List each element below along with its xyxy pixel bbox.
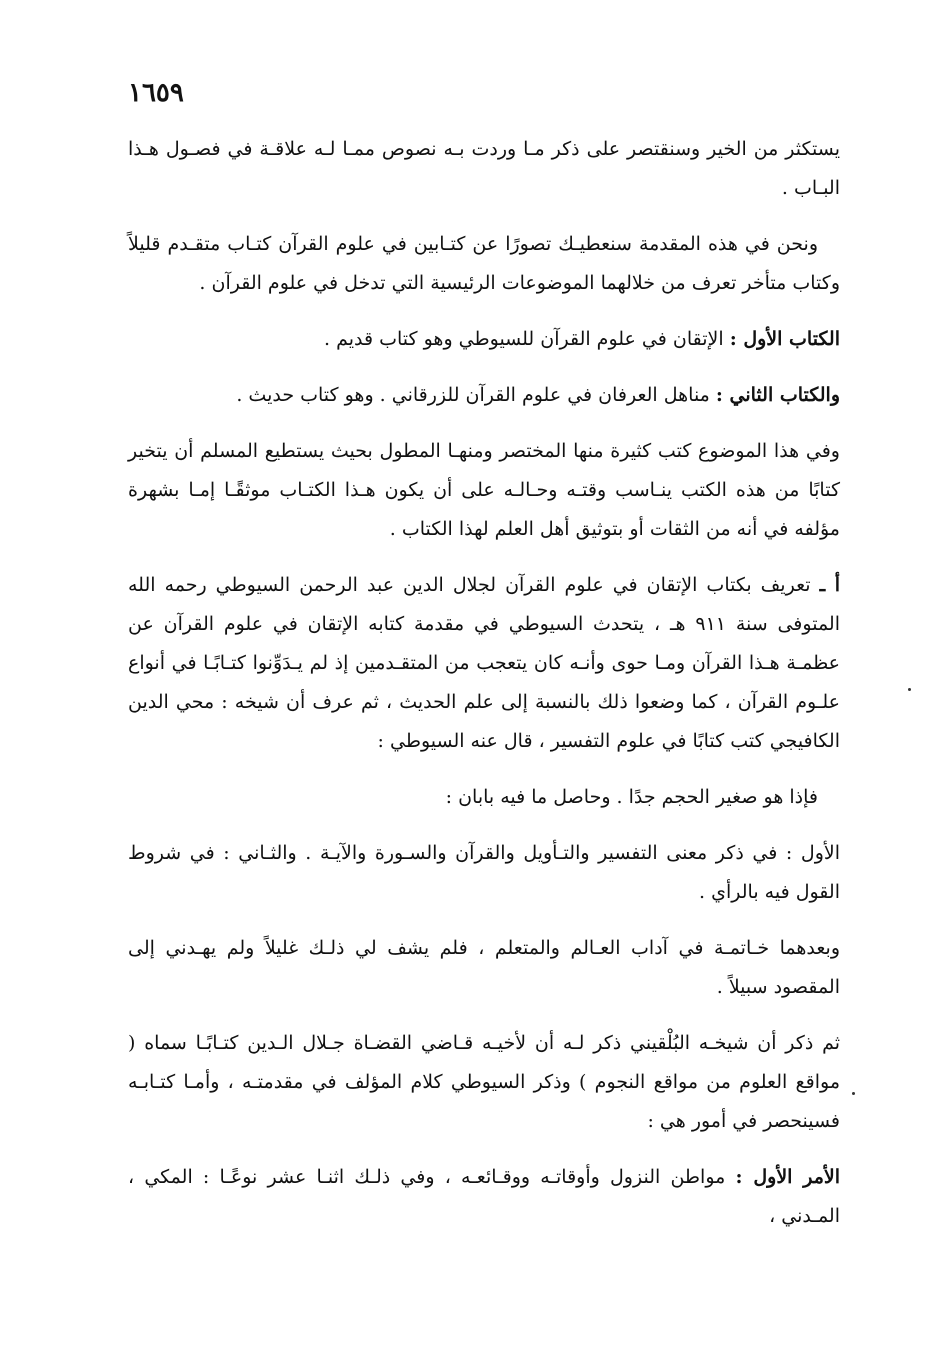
paragraph-many-books: وفي هذا الموضوع كتب كثيرة منها المختصر ومنهـا المطول بحيث يستطيع المسلم أن يتخير كتابًا من هذه الكتب ينـاسب وقتـه وحـالـه على أن يكون هـذا الكتـاب موثقًـا إمـا بشهرة مؤلفه في أنه من الثقات أو بتوثيق أهل العلم لهذا الكتاب .: [128, 440, 840, 540]
first-matter-heading: الأمر الأول :: [735, 1166, 840, 1188]
paragraph-first-chapter: الأول : في ذكر معنى التفسير والتـأويل والقرآن والسـورة والآيـة . والثـاني : في شروط القول فيه بالرأي .: [128, 842, 840, 903]
paragraph-first-book: الكتاب الأول : الإتقان في علوم القرآن للسيوطي وهو كتاب قديم .: [324, 328, 840, 350]
paragraph-small-book: فإذا هو صغير الحجم جدًا . وحاصل ما فيه بابان :: [445, 786, 818, 808]
paragraph-second-book: والكتاب الثاني : مناهل العرفان في علوم القرآن للزرقاني . وهو كتاب حديث .: [236, 384, 840, 406]
paragraph-first-matter: الأمر الأول : مواطن النزول وأوقاتـه ووقـائعـه ، وفي ذلـك اثنـا عشر نوعًـا : المكي ، المـدني ،: [128, 1166, 840, 1227]
page-number: ١٦٥٩: [128, 78, 184, 108]
section-letter-alef: أ ـ: [819, 574, 841, 596]
paragraph-bulqini: ثم ذكر أن شيخـه البُلْقيني ذكر لـه أن لأخيـه قـاضي القضـاة جـلال الـدين كتـابًـا سماه ( مواقع العلوم من مواقع النجوم ) وذكر السيوطي كلام المؤلف في مقدمتـه ، وأمـا كتـابـه فسينحصر في أمور هي :: [128, 1032, 840, 1132]
second-book-heading: والكتاب الثاني :: [715, 384, 840, 406]
first-book-heading: الكتاب الأول :: [729, 328, 840, 350]
body-text: [128, 130, 840, 1253]
scan-speck: [908, 688, 911, 691]
paragraph-two-books: ونحن في هذه المقدمة سنعطيـك تصورًا عن كتـابين في علوم القرآن كتـاب متقـدم قليلاً وكتاب متأخر تعرف من خلالهما الموضوعات الرئيسية التي تدخل في علوم القرآن .: [128, 233, 840, 294]
paragraph-conclusion: وبعدهما خـاتمـة في آداب العـالم والمتعلم ، فلم يشف لي ذلـك غليلاً ولم يهـدني إلى المقصود سبيلاً .: [128, 937, 840, 998]
paragraph-intro-end: يستكثر من الخير وسنقتصر على ذكر مـا وردت بـه نصوص ممـا لـه علاقـة في فصـول هـذا البـاب .: [128, 138, 840, 199]
paragraph-itqan-definition: أ ـ تعريف بكتاب الإتقان في علوم القرآن لجلال الدين عبد الرحمن السيوطي رحمه الله المتوفى سنة ٩١١ هـ ، يتحدث السيوطي في مقدمة كتابه الإتقان في علوم القرآن عن عظمـة هـذا القرآن ومـا حوى وأنـه كان يتعجب من المتقـدمين إذ لم يـدَوِّنوا كتـابًـا في أنواع علـوم القرآن ، كما وضعوا ذلك بالنسبة إلى علم الحديث ، ثم عرف أن شيخه : محي الدين الكافيجي كتب كتابًا في علوم التفسير ، قال عنه السيوطي :: [128, 574, 841, 752]
scan-speck: [852, 1092, 855, 1095]
